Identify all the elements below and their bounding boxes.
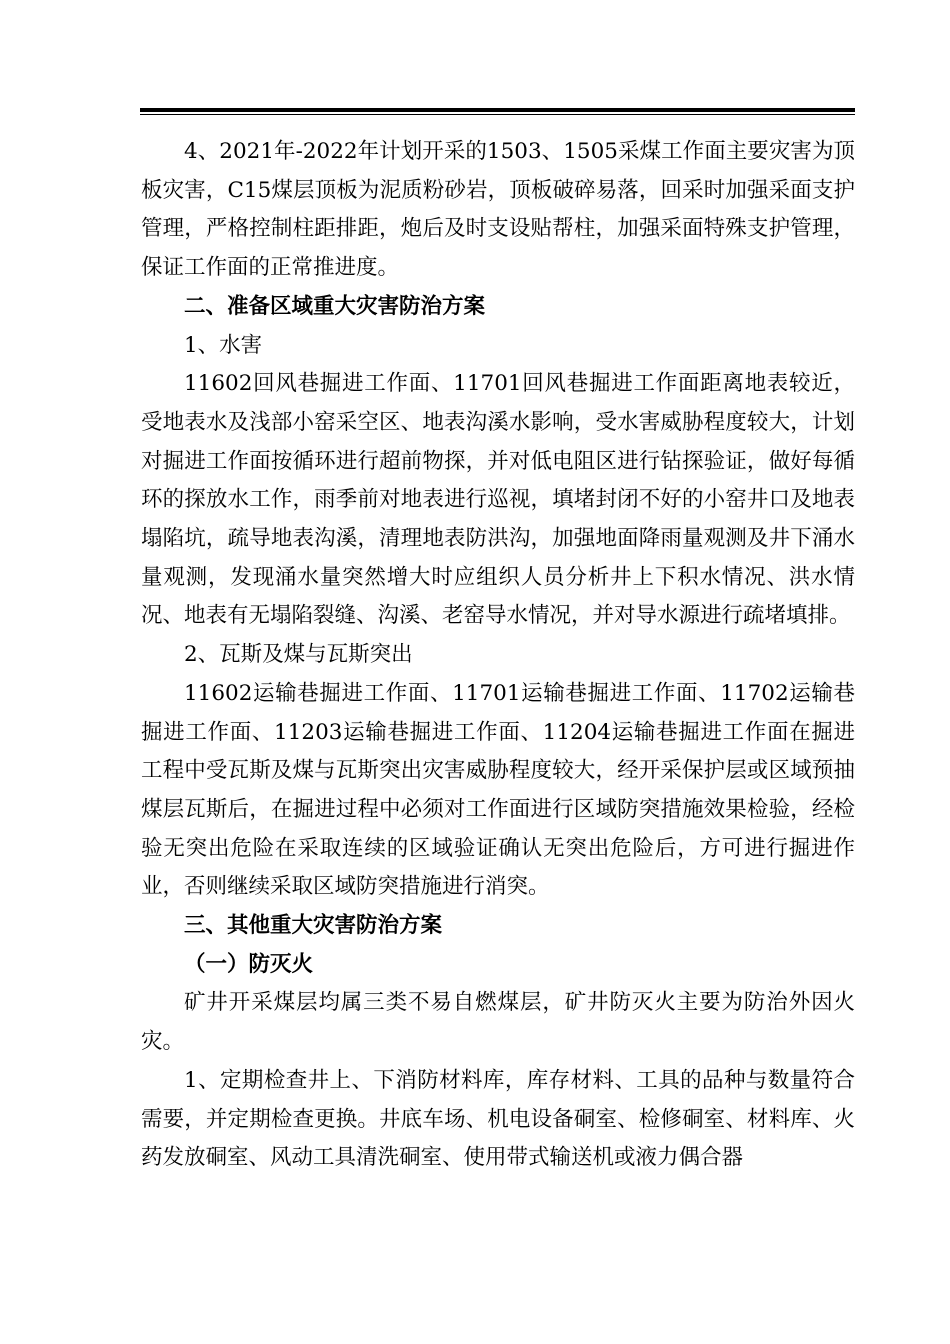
header-rule-thick: [140, 108, 855, 112]
subheading-water-hazard: 1、水害: [184, 332, 263, 358]
paragraph-roof-hazard: 4、2021年-2022年计划开采的1503、1505采煤工作面主要灾害为顶板灾害，C15煤层顶板为泥质粉砂岩，顶板破碎易落，回采时加强采面支护管理，严格控制柱距排距，炮后及时支设贴帮柱，加强采面特殊支护管理，保证工作面的正常推进度。: [141, 139, 855, 281]
section-heading-preparation-area: 二、准备区域重大灾害防治方案: [184, 293, 486, 319]
paragraph-fire-materials: 1、定期检查井上、下消防材料库，库存材料、工具的品种与数量符合需要，并定期检查更换。井底车场、机电设备硐室、检修硐室、材料库、火药发放硐室、风动工具清洗硐室、使用带式输送机或液力偶合器: [141, 1067, 855, 1171]
header-rule-thin: [140, 114, 855, 115]
paragraph-water-hazard: 11602回风巷掘进工作面、11701回风巷掘进工作面距离地表较近，受地表水及浅部小窑采空区、地表沟溪水影响，受水害威胁程度较大，计划对掘进工作面按循环进行超前物探，并对低电阻区进行钻探验证，做好每循环的探放水工作，雨季前对地表进行巡视，填堵封闭不好的小窑井口及地表塌陷坑，疏导地表沟溪，清理地表防洪沟，加强地面降雨量观测及井下涌水量观测，发现涌水量突然增大时应组织人员分析井上下积水情况、洪水情况、地表有无塌陷裂缝、沟溪、老窑导水情况，并对导水源进行疏堵填排。: [141, 371, 855, 629]
paragraph-fire-prevention: 矿井开采煤层均属三类不易自燃煤层，矿井防灭火主要为防治外因火灾。: [141, 990, 855, 1055]
paragraph-gas-outburst: 11602运输巷掘进工作面、11701运输巷掘进工作面、11702运输巷掘进工作面、11203运输巷掘进工作面、11204运输巷掘进工作面在掘进工程中受瓦斯及煤与瓦斯突出灾害威胁程度较大，经开采保护层或区域预抽煤层瓦斯后，在掘进过程中必须对工作面进行区域防突措施效果检验，经检验无突出危险在采取连续的区域验证确认无突出危险后，方可进行掘进作业，否则继续采取区域防突措施进行消突。: [141, 680, 855, 900]
subheading-gas-outburst: 2、瓦斯及煤与瓦斯突出: [184, 642, 413, 668]
section-heading-other-hazards: 三、其他重大灾害防治方案: [184, 913, 443, 939]
subheading-fire-prevention: （一）防灭火: [184, 951, 314, 977]
document-body: [141, 133, 855, 1178]
